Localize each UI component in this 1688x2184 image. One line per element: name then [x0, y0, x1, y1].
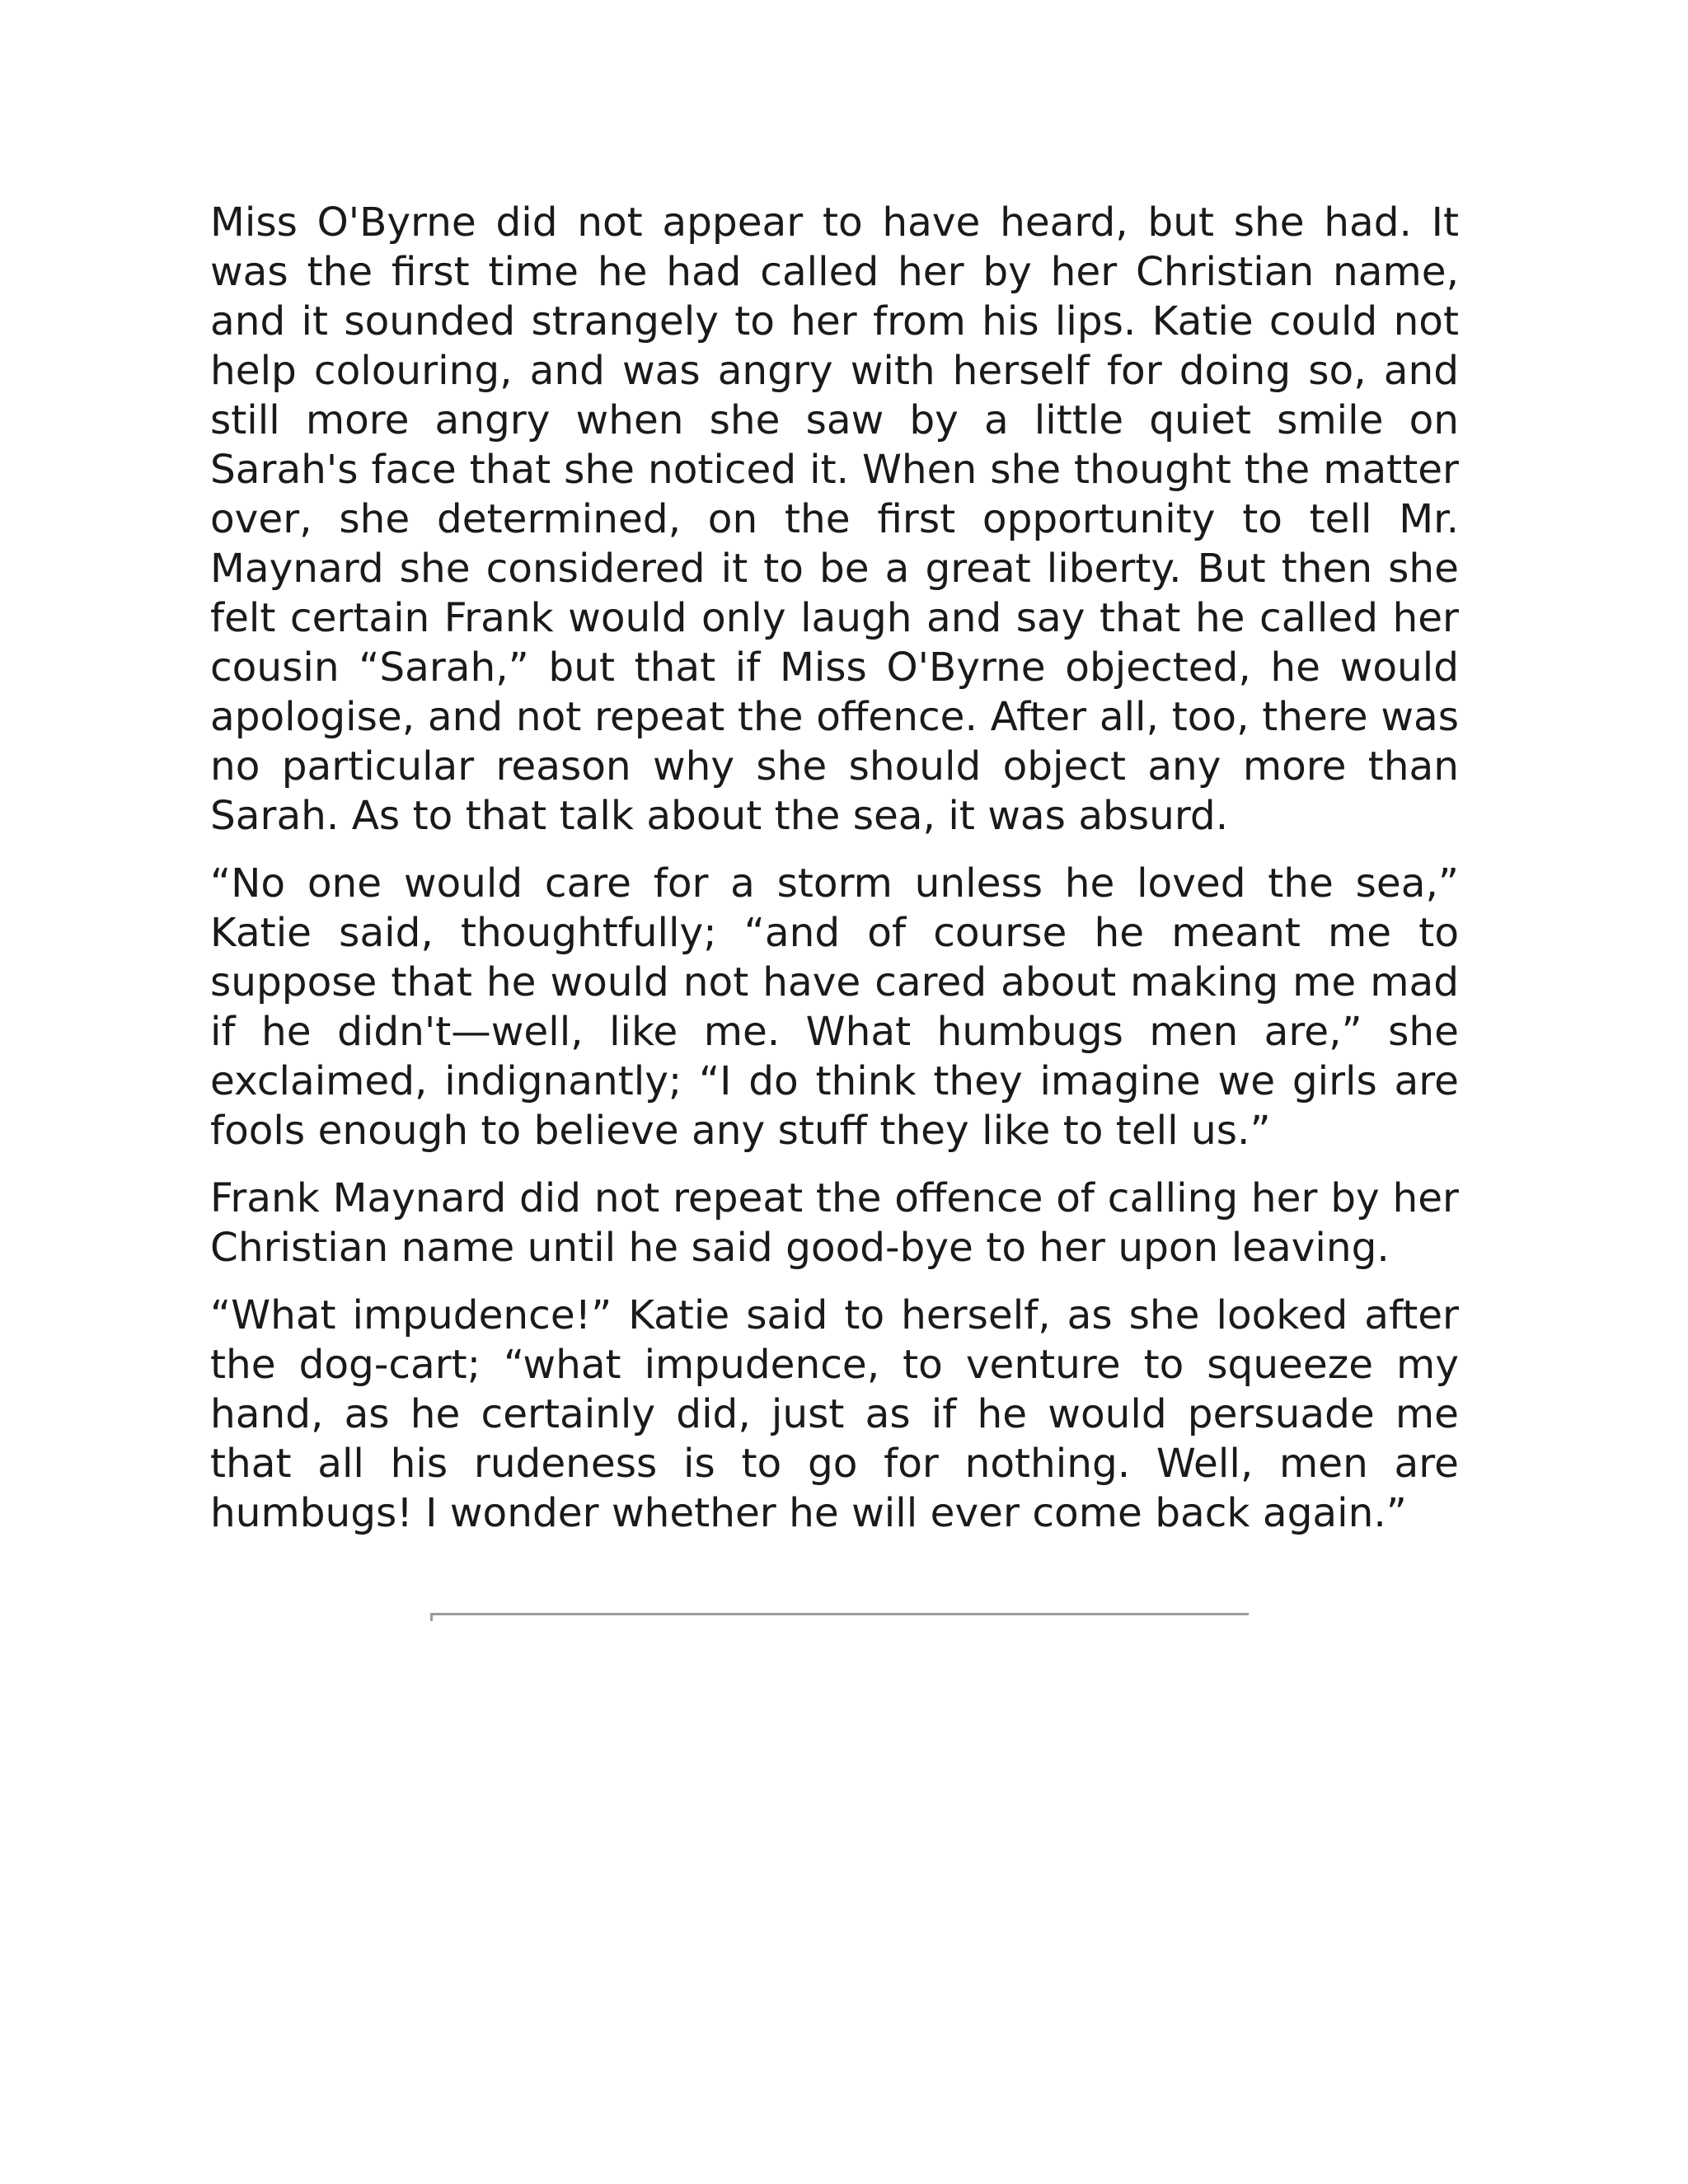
- paragraph-3: Frank Maynard did not repeat the offence of calling her by her Christian name until he said good-bye to her upon leaving.: [210, 1175, 1459, 1271]
- paragraph-1: Miss O'Byrne did not appear to have heard, but she had. It was the first time he had called her by her Christian name, and it sounded strangely to her from his lips. Katie could not help colouring, and was angry with herself for doing so, and still more angry when she saw by a little quiet smile on Sarah's face that she noticed it. When she thought the matter over, she determined, on the first opportunity to tell Mr. Maynard she considered it to be a great liberty. But then she felt certain Frank would only laugh and say that he called her cousin “Sarah,” but that if Miss O'Byrne objected, he would apologise, and not repeat the offence. After all, too, there was no particular reason why she should object any more than Sarah. As to that talk about the sea, it was absurd.: [210, 199, 1459, 839]
- section-divider: [430, 1613, 1249, 1615]
- paragraph-4: “What impudence!” Katie said to herself, as she looked after the dog-cart; “what impudence, to venture to squeeze my hand, as he certainly did, just as if he would persuade me that all his rudeness is to go for nothing. Well, men are humbugs! I wonder whether he will ever come back again.”: [210, 1292, 1459, 1536]
- body-text: [210, 198, 1459, 1556]
- paragraph-2: “No one would care for a storm unless he loved the sea,” Katie said, thoughtfully; “and of course he meant me to suppose that he would not have cared about making me mad if he didn't—well, like me. What humbugs men are,” she exclaimed, indignantly; “I do think they imagine we girls are fools enough to believe any stuff they like to tell us.”: [210, 860, 1459, 1154]
